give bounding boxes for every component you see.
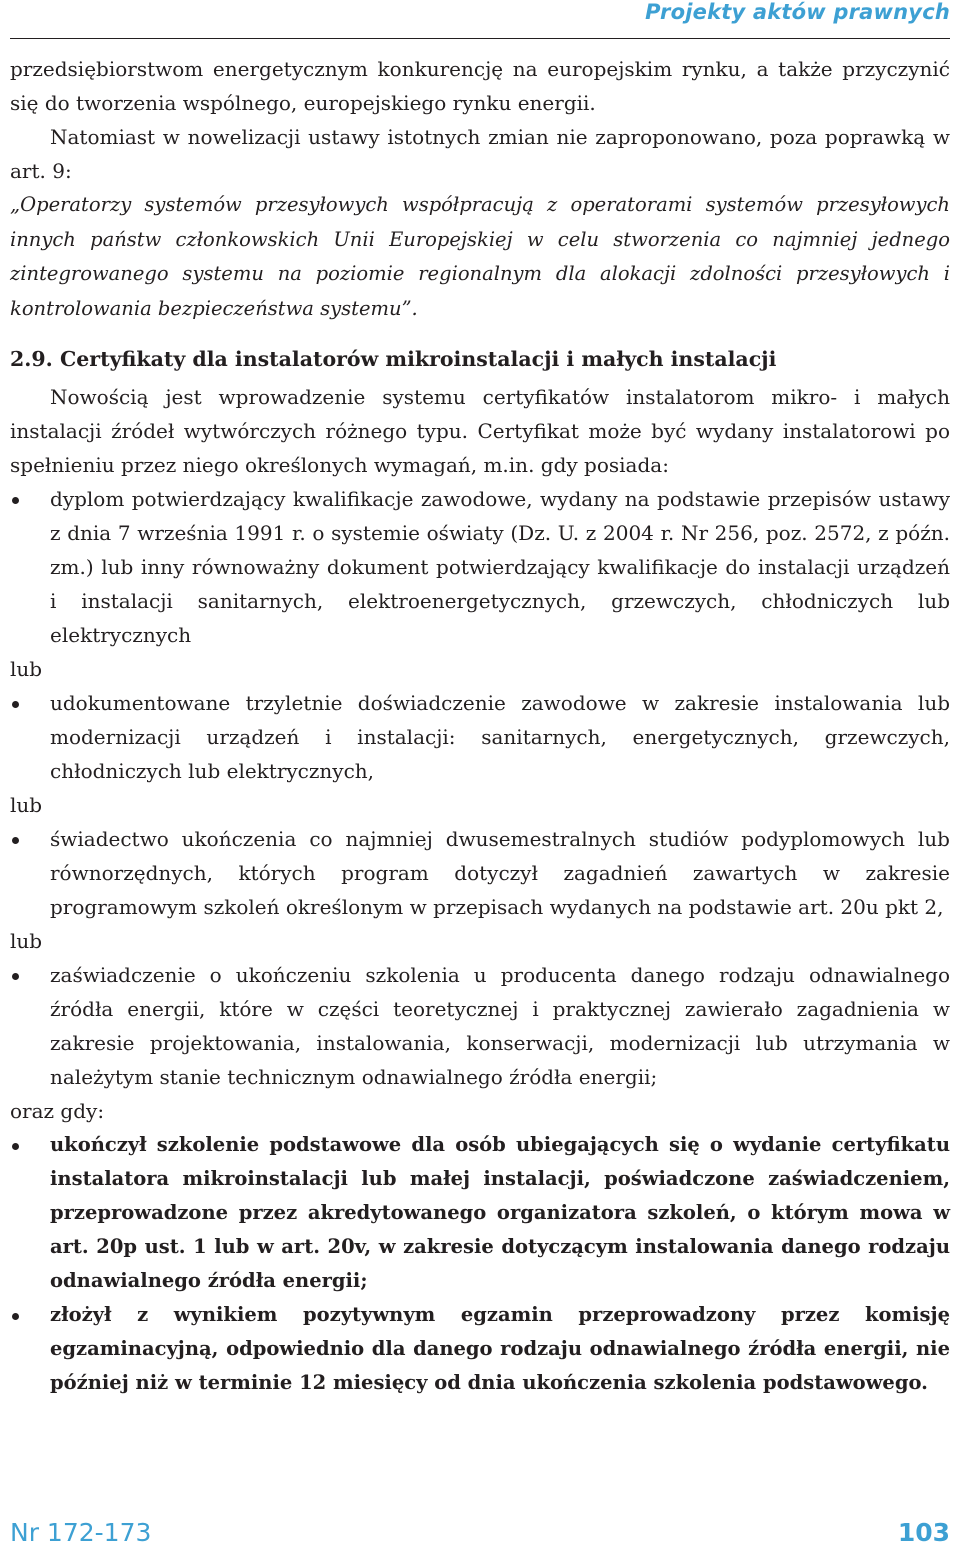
section-heading: 2.9. Certyfikaty dla instalatorów mikroinstalacji i małych instalacji	[10, 347, 777, 371]
page-header	[10, 0, 950, 39]
requirements-list	[10, 686, 950, 788]
connector-lub: lub	[10, 793, 43, 817]
page-number: 103	[897, 1518, 950, 1547]
connector-lub: lub	[10, 657, 43, 681]
list-item: złożył z wynikiem pozytywnym egzamin przeprowadzony przez komisję egzaminacyjną, odpowiednio dla danego rodzaju odnawialnego źródła energii, nie później niż w terminie 12 miesięcy od dnia ukończenia szkolenia podstawowego.	[10, 1298, 950, 1400]
list-item: ukończył szkolenie podstawowe dla osób ubiegających się o wydanie certyfikatu instalatora mikroinstalacji lub małej instalacji, poświadczone zaświadczeniem, przeprowadzone przez akredytowanego organizatora szkoleń, o którym mowa w art. 20p ust. 1 lub w art. 20v, w zakresie dotyczącym instalowania danego rodzaju odnawialnego źródła energii;	[10, 1128, 950, 1298]
connector-oraz: oraz gdy:	[10, 1099, 105, 1123]
list-item: zaświadczenie o ukończeniu szkolenia u producenta danego rodzaju odnawialnego źródła energii, które w części teoretycznej i praktycznej zawierało zagadnienia w zakresie projektowania, instalowania, konserwacji, modernizacji lub utrzymania w należytym stanie technicznym odnawialnego źródła energii;	[10, 958, 950, 1094]
conditions-list	[10, 1128, 950, 1400]
requirements-list	[10, 482, 950, 652]
list-item: dyplom potwierdzający kwalifikacje zawodowe, wydany na podstawie przepisów ustawy z dnia 7 września 1991 r. o systemie oświaty (Dz. U. z 2004 r. Nr 256, poz. 2572, z późn. zm.) lub inny równoważny dokument potwierdzający kwalifikacje do instalacji urządzeń i instalacji sanitarnych, elektroenergetycznych, grzewczych, chłodniczych lub elektrycznych	[10, 482, 950, 652]
list-item: świadectwo ukończenia co najmniej dwusemestralnych studiów podyplomowych lub równorzędnych, których program dotyczył zagadnień zawartych w zakresie programowym szkoleń określonym w przepisach wydanych na podstawie art. 20u pkt 2,	[10, 822, 950, 924]
section-lead: Nowością jest wprowadzenie systemu certyfikatów instalatorom mikro- i małych instalacji źródeł wytwórczych różnego typu. Certyfikat może być wydany instalatorowi po spełnieniu przez niego określonych wymagań, m.in. gdy posiada:	[10, 385, 950, 477]
requirements-list	[10, 822, 950, 924]
running-title: Projekty aktów prawnych	[645, 0, 950, 24]
issue-number: Nr 172-173	[10, 1518, 152, 1547]
requirements-list	[10, 958, 950, 1094]
connector-lub: lub	[10, 929, 43, 953]
article-body	[10, 52, 950, 1400]
intro-paragraph-2: Natomiast w nowelizacji ustawy istotnych zmian nie zaproponowano, poza poprawką w art. 9:	[10, 125, 950, 183]
list-item: udokumentowane trzyletnie doświadczenie zawodowe w zakresie instalowania lub modernizacji urządzeń i instalacji: sanitarnych, energetycznych, grzewczych, chłodniczych lub elektrycznych,	[10, 686, 950, 788]
legal-quote: „Operatorzy systemów przesyłowych współpracują z operatorami systemów przesyłowych innych państw członkowskich Unii Europejskiej w celu stworzenia co najmniej jednego zintegrowanego systemu na poziomie regionalnym dla alokacji zdolności przesyłowych i kontrolowania bezpieczeństwa systemu”.	[10, 193, 950, 320]
intro-paragraph-1: przedsiębiorstwom energetycznym konkurencję na europejskim rynku, a także przyczynić się do tworzenia wspólnego, europejskiego rynku energii.	[10, 57, 950, 115]
